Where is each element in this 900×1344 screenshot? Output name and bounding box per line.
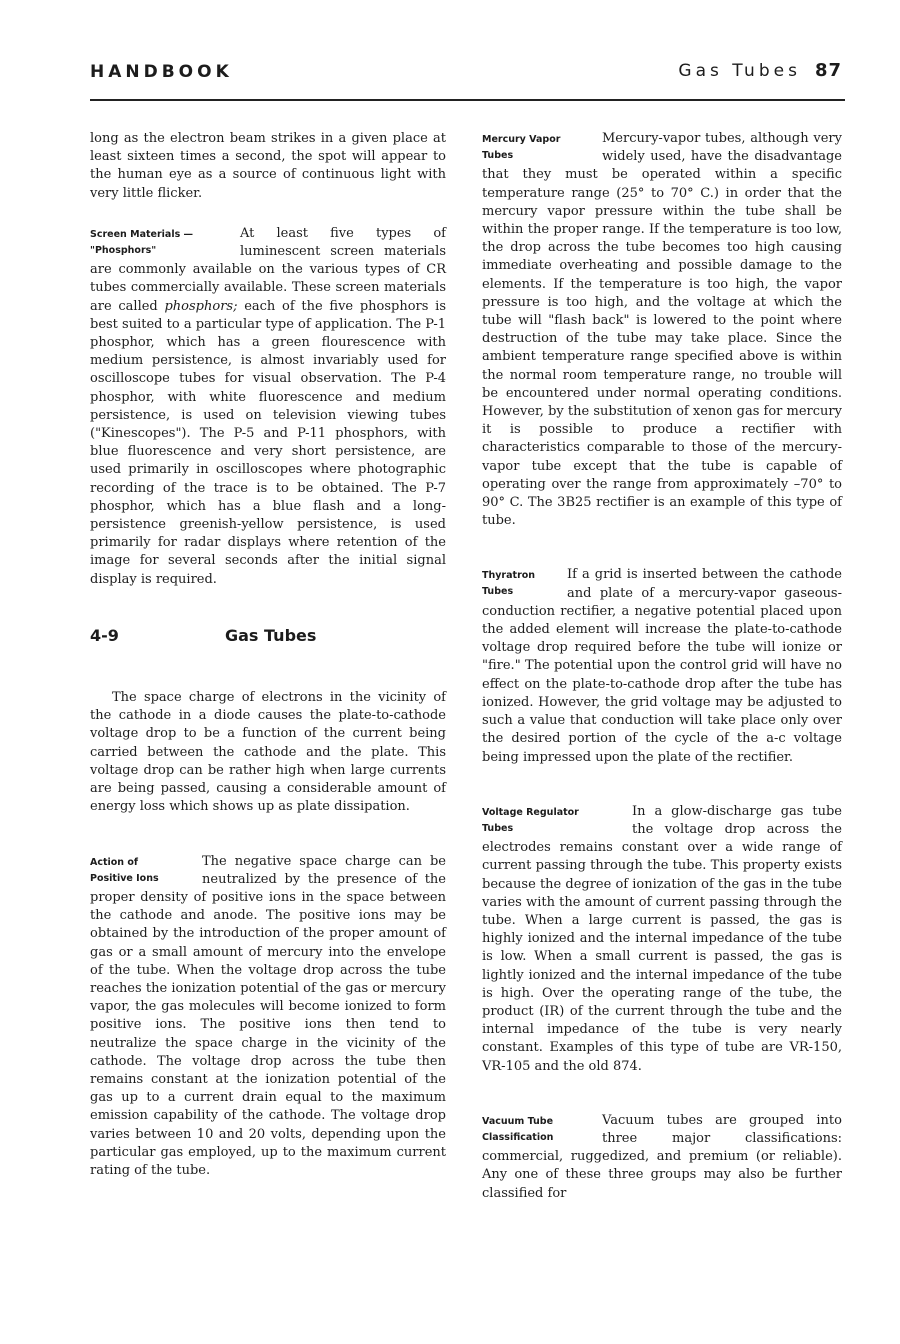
section-title: Gas Tubes <box>225 625 317 645</box>
thyratron-block <box>482 566 842 766</box>
paragraph-thyratron: If a grid is inserted between the cathode and plate of a mercury-vapor gaseous-conduction rectifier, a negative potential placed upon the added element will increase the plate-to-cathode voltage drop required before the tube will ionize or "fire." The potential upon the control grid will have no effect on the plate-to-cathode drop after the tube has ionized. However, the grid voltage may be adjusted to such a value that conduction will take place only over the desired portion of the cycle of the a-c voltage being impressed upon the plate of the rectifier. <box>482 567 842 765</box>
section-number: 4-9 <box>90 625 119 645</box>
paragraph-persistence: long as the electron beam strikes in a given place at least sixteen times a second, the spot will appear to the human eye as a source of continuous light with very little flicker. <box>90 131 446 201</box>
paragraph-vacuum-tube: Vacuum tubes are grouped into three major classifications: commercial, ruggedized, and premium (or reliable). Any one of these three groups may also be further classified for <box>482 1112 842 1201</box>
page-number: 87 <box>814 60 842 81</box>
paragraph-space-charge: The space charge of electrons in the vicinity of the cathode in a diode causes the plate-to-cathode voltage drop to be a function of the current being carried between the cathode and the plate. This voltage drop can be rather high when large currents are being passed, causing a considerable amount of energy loss which shows up as plate dissipation. <box>90 690 446 815</box>
side-heading-voltage-regulator: Voltage Regulator Tubes <box>482 806 579 834</box>
paragraph-voltage-regulator: In a glow-discharge gas tube the voltage drop across the electrodes remains constant over a wide range of current passing through the tube. This property exists because the degree of ionization of the gas in the tube varies with the amount of current passing through the tube. When a large current is passed, the gas is highly ionized and the internal impedance of the tube is low. When a small current is passed, the gas is lightly ionized and the internal impedance of the tube is high. Over the operating range of the tube, the product (IR) of the current through the tube and the internal impedance of the tube is very nearly constant. Examples of this type of tube are VR-150, VR-105 and the old 874. <box>482 803 842 1074</box>
side-heading-vacuum-tube: Vacuum Tube Classification <box>482 1115 554 1143</box>
screen-materials-block <box>90 225 446 589</box>
side-heading-mercury-vapor: Mercury Vapor Tubes <box>482 134 561 161</box>
side-heading-thyratron: Thyratron Tubes <box>482 570 536 598</box>
side-heading-screen-materials: Screen Materials — "Phosphors" <box>90 228 194 256</box>
side-heading-positive-ions: Action of Positive Ions <box>90 856 159 884</box>
phosphors-term: phosphors; <box>164 298 238 314</box>
left-column <box>90 130 446 1180</box>
section-heading <box>90 627 446 645</box>
right-column <box>482 130 842 1203</box>
positive-ions-block <box>90 853 446 1181</box>
vacuum-tube-block <box>482 1112 842 1203</box>
header-rule <box>90 99 845 101</box>
paragraph-screen-materials: At least five types of luminescent screen materials are commonly available on the various types of CR tubes commercially available. These screen materials are called phosphors; each of the five phosphors is best suited to a particular type of application. The P-1 phosphor, which has a green flourescence with medium persistence, is almost invariably used for oscilloscope tubes for visual observation. The P-4 phosphor, with white fluorescence and medium persistence, is used on television viewing tubes ("Kinescopes"). The P-5 and P-11 phosphors, with blue fluorescence and very short persistence, are used primarily in oscilloscopes where photographic recording of the trace is to be obtained. The P-7 phosphor, which has a blue flash and a long-persistence greenish-yellow persistence, is used primarily for radar displays where retention of the image for several seconds after the initial signal display is required. <box>90 225 446 587</box>
voltage-regulator-block <box>482 803 842 1076</box>
mercury-vapor-block <box>482 130 842 530</box>
paragraph-positive-ions: The negative space charge can be neutralized by the presence of the proper density of positive ions in the space between the cathode and anode. The positive ions may be obtained by the introduction of the proper amount of gas or a small amount of mercury into the envelope of the tube. When the voltage drop across the tube reaches the ionization potential of the gas or mercury vapor, the gas molecules will become ionized to form positive ions. The positive ions then tend to neutralize the space charge in the vicinity of the cathode. The voltage drop across the tube then remains constant at the ionization potential of the gas up to a current drain equal to the maximum emission capability of the cathode. The voltage drop varies between 10 and 20 volts, depending upon the particular gas employed, up to the maximum current rating of the tube. <box>90 853 446 1178</box>
running-head-section <box>678 60 842 81</box>
running-head-title: HANDBOOK <box>90 62 233 82</box>
paragraph-mercury-vapor: Mercury-vapor tubes, although very widely used, have the disadvantage that they must be operated within a specific temperature range (25° to 70° C.) in order that the mercury vapor pressure within the tube shall be within the proper range. If the temperature is too low, the drop across the tube becomes too high causing immediate overheating and possible damage to the elements. If the temperature is too high, the vapor pressure is too high, and the voltage at which the tube will "flash back" is lowered to the point where destruction of the tube may take place. Since the ambient temperature range specified above is within the normal room temperature range, no trouble will be encountered under normal operating conditions. However, by the substitution of xenon gas for mercury it is possible to produce a rectifier with characteristics comparable to those of the mercury-vapor tube except that the tube is capable of operating over the range from approximately –70° to 90° C. The 3B25 rectifier is an example of this type of tube. <box>482 131 842 529</box>
running-head-section-title: Gas Tubes <box>678 61 801 81</box>
